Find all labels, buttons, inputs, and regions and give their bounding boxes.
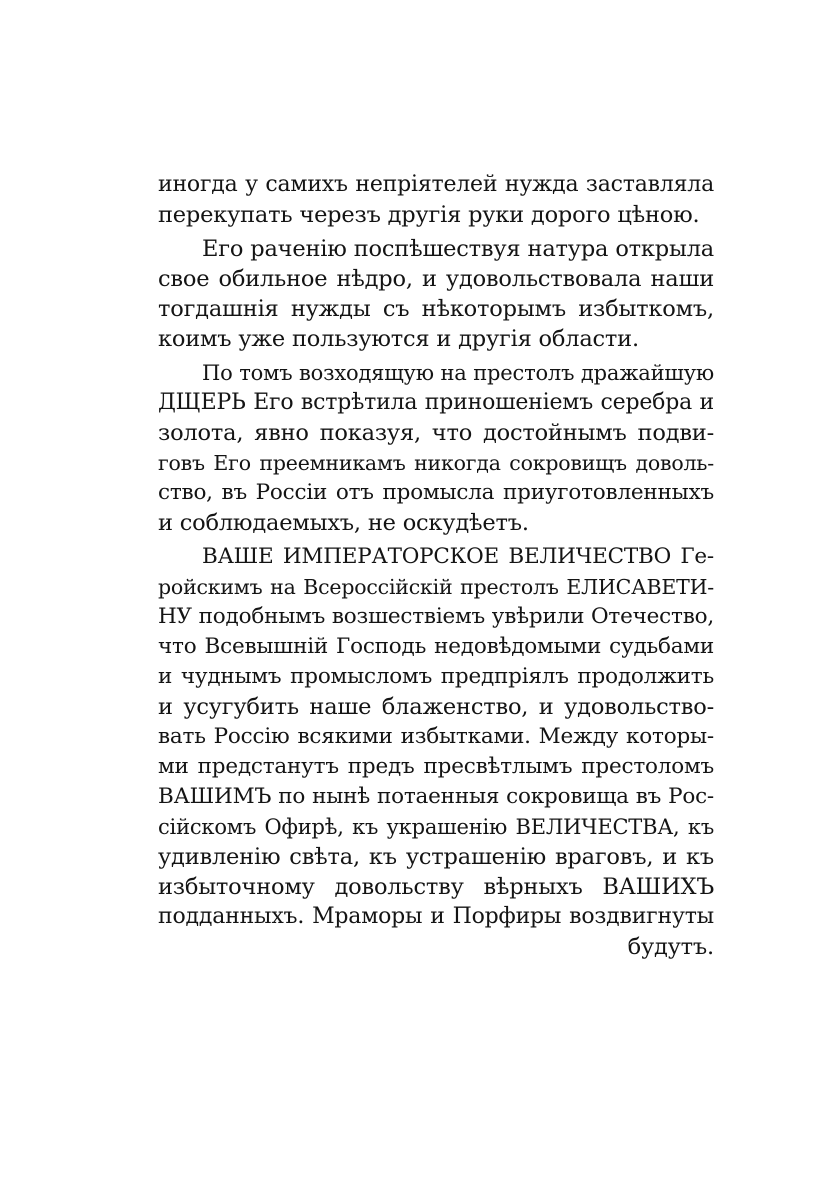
catchword: будутъ.: [627, 934, 714, 960]
text-line: коимъ уже пользуются и другія области.: [158, 326, 639, 352]
text-line: и усугубить наше блаженство, и удовольство-: [158, 694, 714, 720]
text-line: удивленію свѣта, къ устрашенію враговъ, и къ: [158, 844, 714, 870]
body-text: [158, 170, 714, 962]
text-line: свое обильное нѣдро, и удовольствовала наши: [158, 266, 714, 292]
text-line: ройскимъ на Всероссійскій престолъ ЕЛИСАВЕТИ-: [158, 575, 714, 599]
text-line: ми предстанутъ предъ пресвѣтлымъ престоломъ: [158, 754, 714, 779]
text-line: НУ подобнымъ возшествіемъ увѣрили Отечество,: [158, 604, 714, 629]
text-line: ДЩЕРЬ Его встрѣтила приношеніемъ серебра и: [158, 390, 714, 415]
paragraph-first-line: По томъ возходящую на престолъ дражайшую: [202, 361, 714, 385]
text-line: и чуднымъ промысломъ предпріялъ продолжить: [158, 664, 714, 689]
paragraph-first-line: Его раченію поспѣшествуя натура открыла: [202, 236, 714, 262]
text-line: избыточному довольству вѣрныхъ ВАШИХЪ: [158, 874, 714, 900]
text-line: подданныхъ. Мраморы и Порфиры воздвигнуты: [158, 904, 714, 929]
text-line: тогдашнія нужды съ нѣкоторымъ избыткомъ,: [158, 296, 714, 322]
paragraph-first-line: ВАШЕ ИМПЕРАТОРСКОЕ ВЕЛИЧЕСТВО Ге-: [202, 544, 714, 569]
text-line: вать Россію всякими избытками. Между которы-: [158, 724, 714, 749]
text-line: и соблюдаемыхъ, не оскудѣетъ.: [158, 510, 529, 536]
text-line: сійскомъ Офирѣ, къ украшенію ВЕЛИЧЕСТВА, къ: [158, 815, 714, 839]
text-line: иногда у самихъ непріятелей нужда заставляла: [158, 172, 714, 197]
text-line: ство, въ Россіи отъ промысла приуготовленныхъ: [158, 480, 714, 505]
text-line: ВАШИМЪ по нынѣ потаенныя сокровища въ Рос-: [158, 784, 714, 809]
text-line: что Всевышній Господь недовѣдомыми судьбами: [158, 634, 714, 659]
text-line: говъ Его преемникамъ никогда сокровищъ доволь-: [158, 451, 714, 475]
text-line: перекупать черезъ другія руки дорого цѣною.: [158, 202, 700, 228]
text-line: золота, явно показуя, что достойнымъ подви-: [158, 420, 714, 446]
